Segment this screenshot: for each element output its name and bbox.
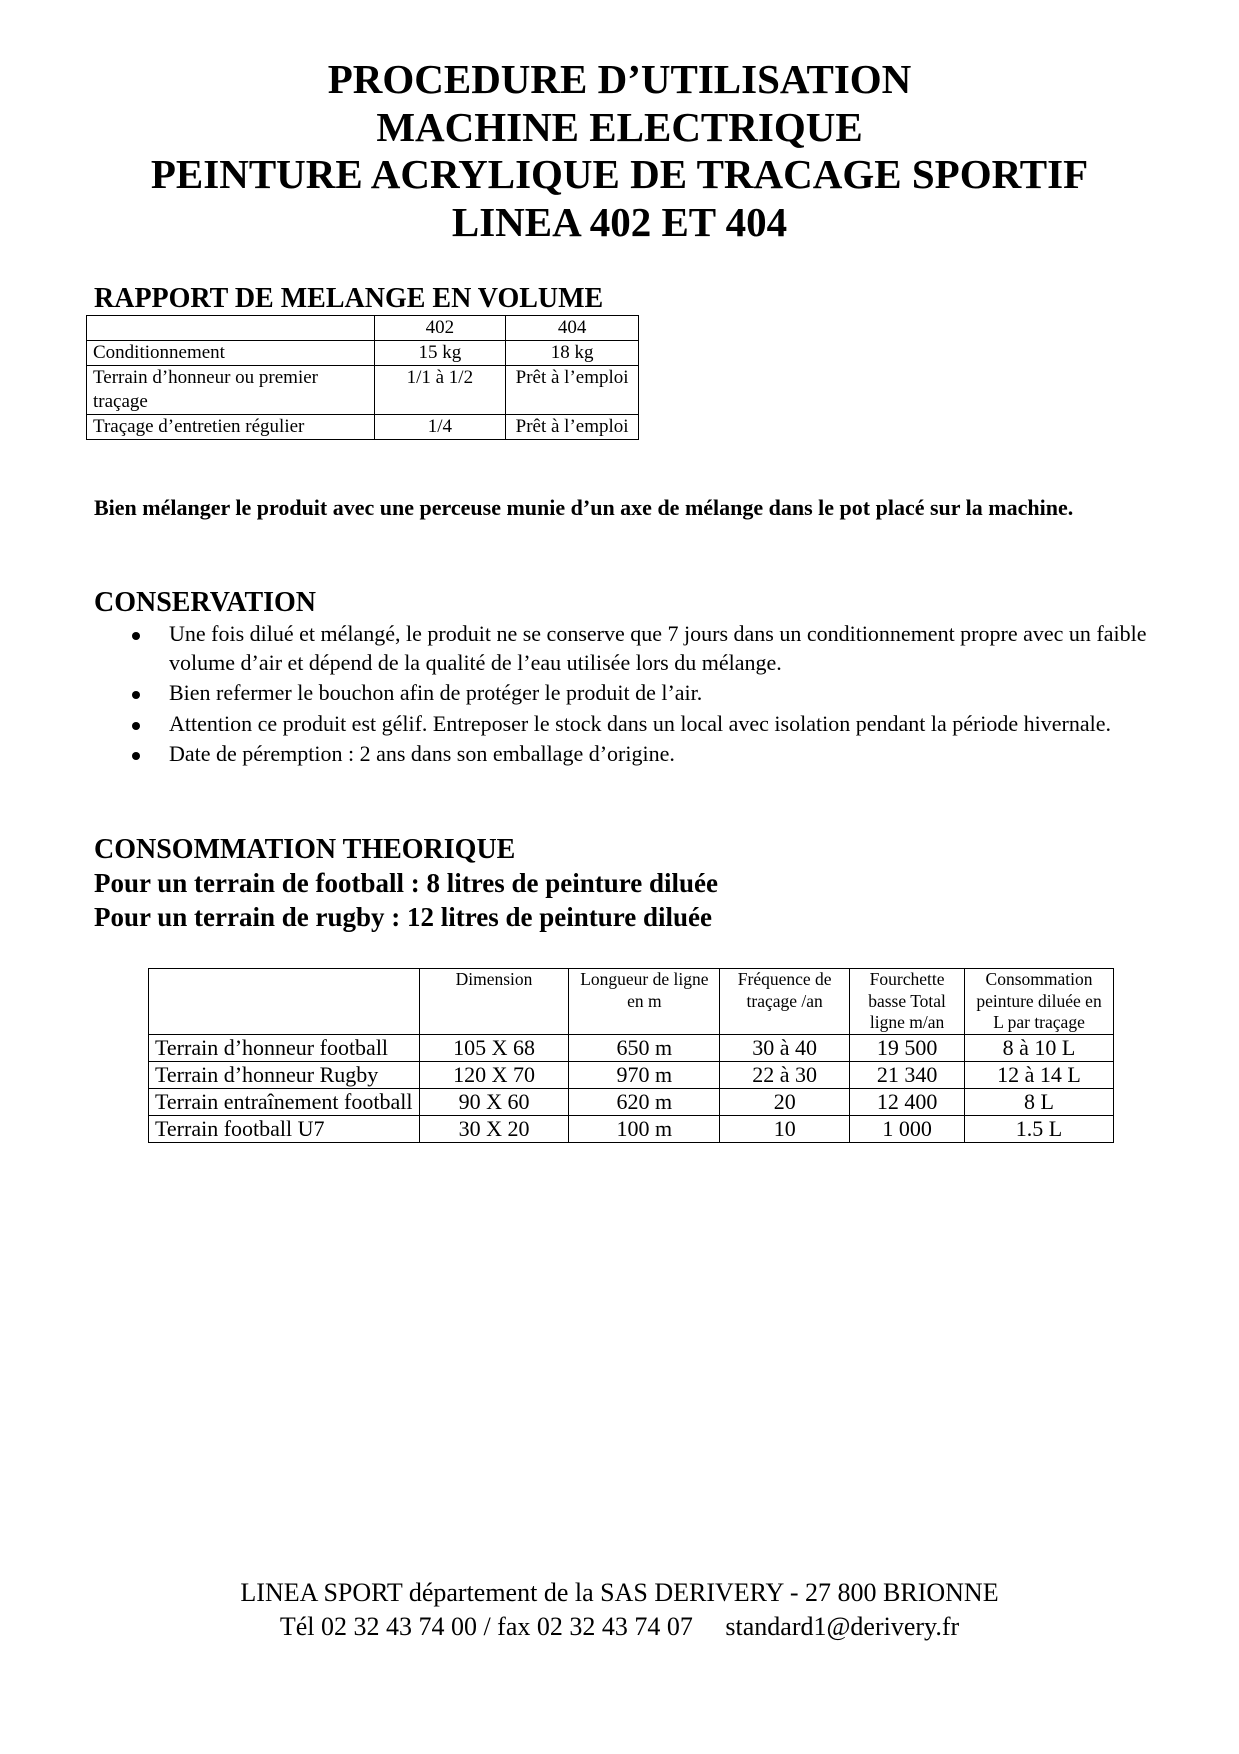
table-cell: Traçage d’entretien régulier xyxy=(87,415,375,440)
table-cell: 1 000 xyxy=(850,1116,965,1143)
table-cell: 970 m xyxy=(569,1062,720,1089)
table-header-row xyxy=(149,969,1114,1035)
table-header-row xyxy=(87,316,639,341)
table-row xyxy=(87,415,639,440)
footer-email: standard1@derivery.fr xyxy=(725,1612,960,1641)
table-header-cell: Consommation peinture diluée en L par traçage xyxy=(965,969,1114,1035)
title-line-3: PEINTURE ACRYLIQUE DE TRACAGE SPORTIF xyxy=(150,151,1089,197)
list-item xyxy=(94,740,1154,769)
table-cell: 650 m xyxy=(569,1035,720,1062)
table-cell: 21 340 xyxy=(850,1062,965,1089)
table-cell: 105 X 68 xyxy=(419,1035,569,1062)
table-cell: 12 à 14 L xyxy=(965,1062,1114,1089)
table-header-cell xyxy=(87,316,375,341)
list-item xyxy=(94,620,1154,677)
table-cell: 8 L xyxy=(965,1089,1114,1116)
conservation-list xyxy=(94,620,1154,771)
consumption-table xyxy=(148,968,1114,1143)
page-footer xyxy=(0,1576,1239,1644)
mixing-instruction: Bien mélanger le produit avec une perceuse munie d’un axe de mélange dans le pot placé sur la machine. xyxy=(94,495,1074,520)
list-item-text: Bien refermer le bouchon afin de protéger le produit de l’air. xyxy=(169,680,703,706)
document-title xyxy=(0,56,1239,246)
table-cell: 22 à 30 xyxy=(720,1062,850,1089)
table-cell: 10 xyxy=(720,1116,850,1143)
table-cell: 1.5 L xyxy=(965,1116,1114,1143)
mix-ratio-table xyxy=(86,315,639,440)
table-cell: Terrain football U7 xyxy=(149,1116,420,1143)
table-cell: 30 X 20 xyxy=(419,1116,569,1143)
list-item xyxy=(94,710,1154,739)
table-row xyxy=(149,1035,1114,1062)
table-row xyxy=(149,1062,1114,1089)
table-cell: 620 m xyxy=(569,1089,720,1116)
list-item xyxy=(94,679,1154,708)
table-cell: 120 X 70 xyxy=(419,1062,569,1089)
table-header-cell: 404 xyxy=(506,316,639,341)
table-cell: 18 kg xyxy=(506,341,639,366)
table-cell: 15 kg xyxy=(374,341,506,366)
table-cell: 8 à 10 L xyxy=(965,1035,1114,1062)
mix-heading: RAPPORT DE MELANGE EN VOLUME xyxy=(94,283,604,314)
bullet-icon xyxy=(132,632,140,640)
bullet-icon xyxy=(132,752,140,760)
table-row xyxy=(149,1116,1114,1143)
table-cell: 1/1 à 1/2 xyxy=(374,366,506,415)
table-row xyxy=(149,1089,1114,1116)
footer-contact xyxy=(0,1610,1239,1644)
table-cell: 19 500 xyxy=(850,1035,965,1062)
table-row xyxy=(87,366,639,415)
footer-phone: Tél 02 32 43 74 00 / fax 02 32 43 74 07 xyxy=(279,1612,693,1641)
table-cell: 20 xyxy=(720,1089,850,1116)
table-cell: 30 à 40 xyxy=(720,1035,850,1062)
table-cell: 1/4 xyxy=(374,415,506,440)
title-line-1: PROCEDURE D’UTILISATION xyxy=(327,56,912,102)
list-item-text: Une fois dilué et mélangé, le produit ne se conserve que 7 jours dans un conditionnement propre avec un faible volume d’air et dépend de la qualité de l’eau utilisée lors du mélange. xyxy=(169,621,1147,675)
table-cell: 100 m xyxy=(569,1116,720,1143)
table-row xyxy=(87,341,639,366)
table-cell: Terrain d’honneur Rugby xyxy=(149,1062,420,1089)
title-line-2: MACHINE ELECTRIQUE xyxy=(376,103,863,150)
table-header-cell: Dimension xyxy=(419,969,569,1035)
table-header-cell: Fréquence de traçage /an xyxy=(720,969,850,1035)
table-cell: 12 400 xyxy=(850,1089,965,1116)
list-item-text: Attention ce produit est gélif. Entreposer le stock dans un local avec isolation pendant la période hivernale. xyxy=(169,710,1112,736)
consumption-heading: CONSOMMATION THEORIQUE xyxy=(94,834,516,865)
rugby-consumption: Pour un terrain de rugby : 12 litres de peinture diluée xyxy=(94,902,712,932)
table-cell: Conditionnement xyxy=(87,341,375,366)
bullet-icon xyxy=(132,691,140,699)
footer-company: LINEA SPORT département de la SAS DERIVERY - 27 800 BRIONNE xyxy=(240,1578,999,1607)
table-cell: Prêt à l’emploi xyxy=(506,415,639,440)
table-header-cell: Fourchette basse Total ligne m/an xyxy=(850,969,965,1035)
football-consumption: Pour un terrain de football : 8 litres de peinture diluée xyxy=(94,868,718,898)
table-header-cell xyxy=(149,969,420,1035)
table-header-cell: Longueur de ligne en m xyxy=(569,969,720,1035)
table-cell: Terrain entraînement football xyxy=(149,1089,420,1116)
title-line-4: LINEA 402 ET 404 xyxy=(451,198,788,245)
bullet-icon xyxy=(132,722,140,730)
conservation-heading: CONSERVATION xyxy=(94,587,317,618)
table-cell: Terrain d’honneur football xyxy=(149,1035,420,1062)
table-header-cell: 402 xyxy=(374,316,506,341)
list-item-text: Date de péremption : 2 ans dans son emballage d’origine. xyxy=(169,741,675,767)
table-cell: Prêt à l’emploi xyxy=(506,366,639,415)
table-cell: 90 X 60 xyxy=(419,1089,569,1116)
table-cell: Terrain d’honneur ou premier traçage xyxy=(87,366,375,415)
